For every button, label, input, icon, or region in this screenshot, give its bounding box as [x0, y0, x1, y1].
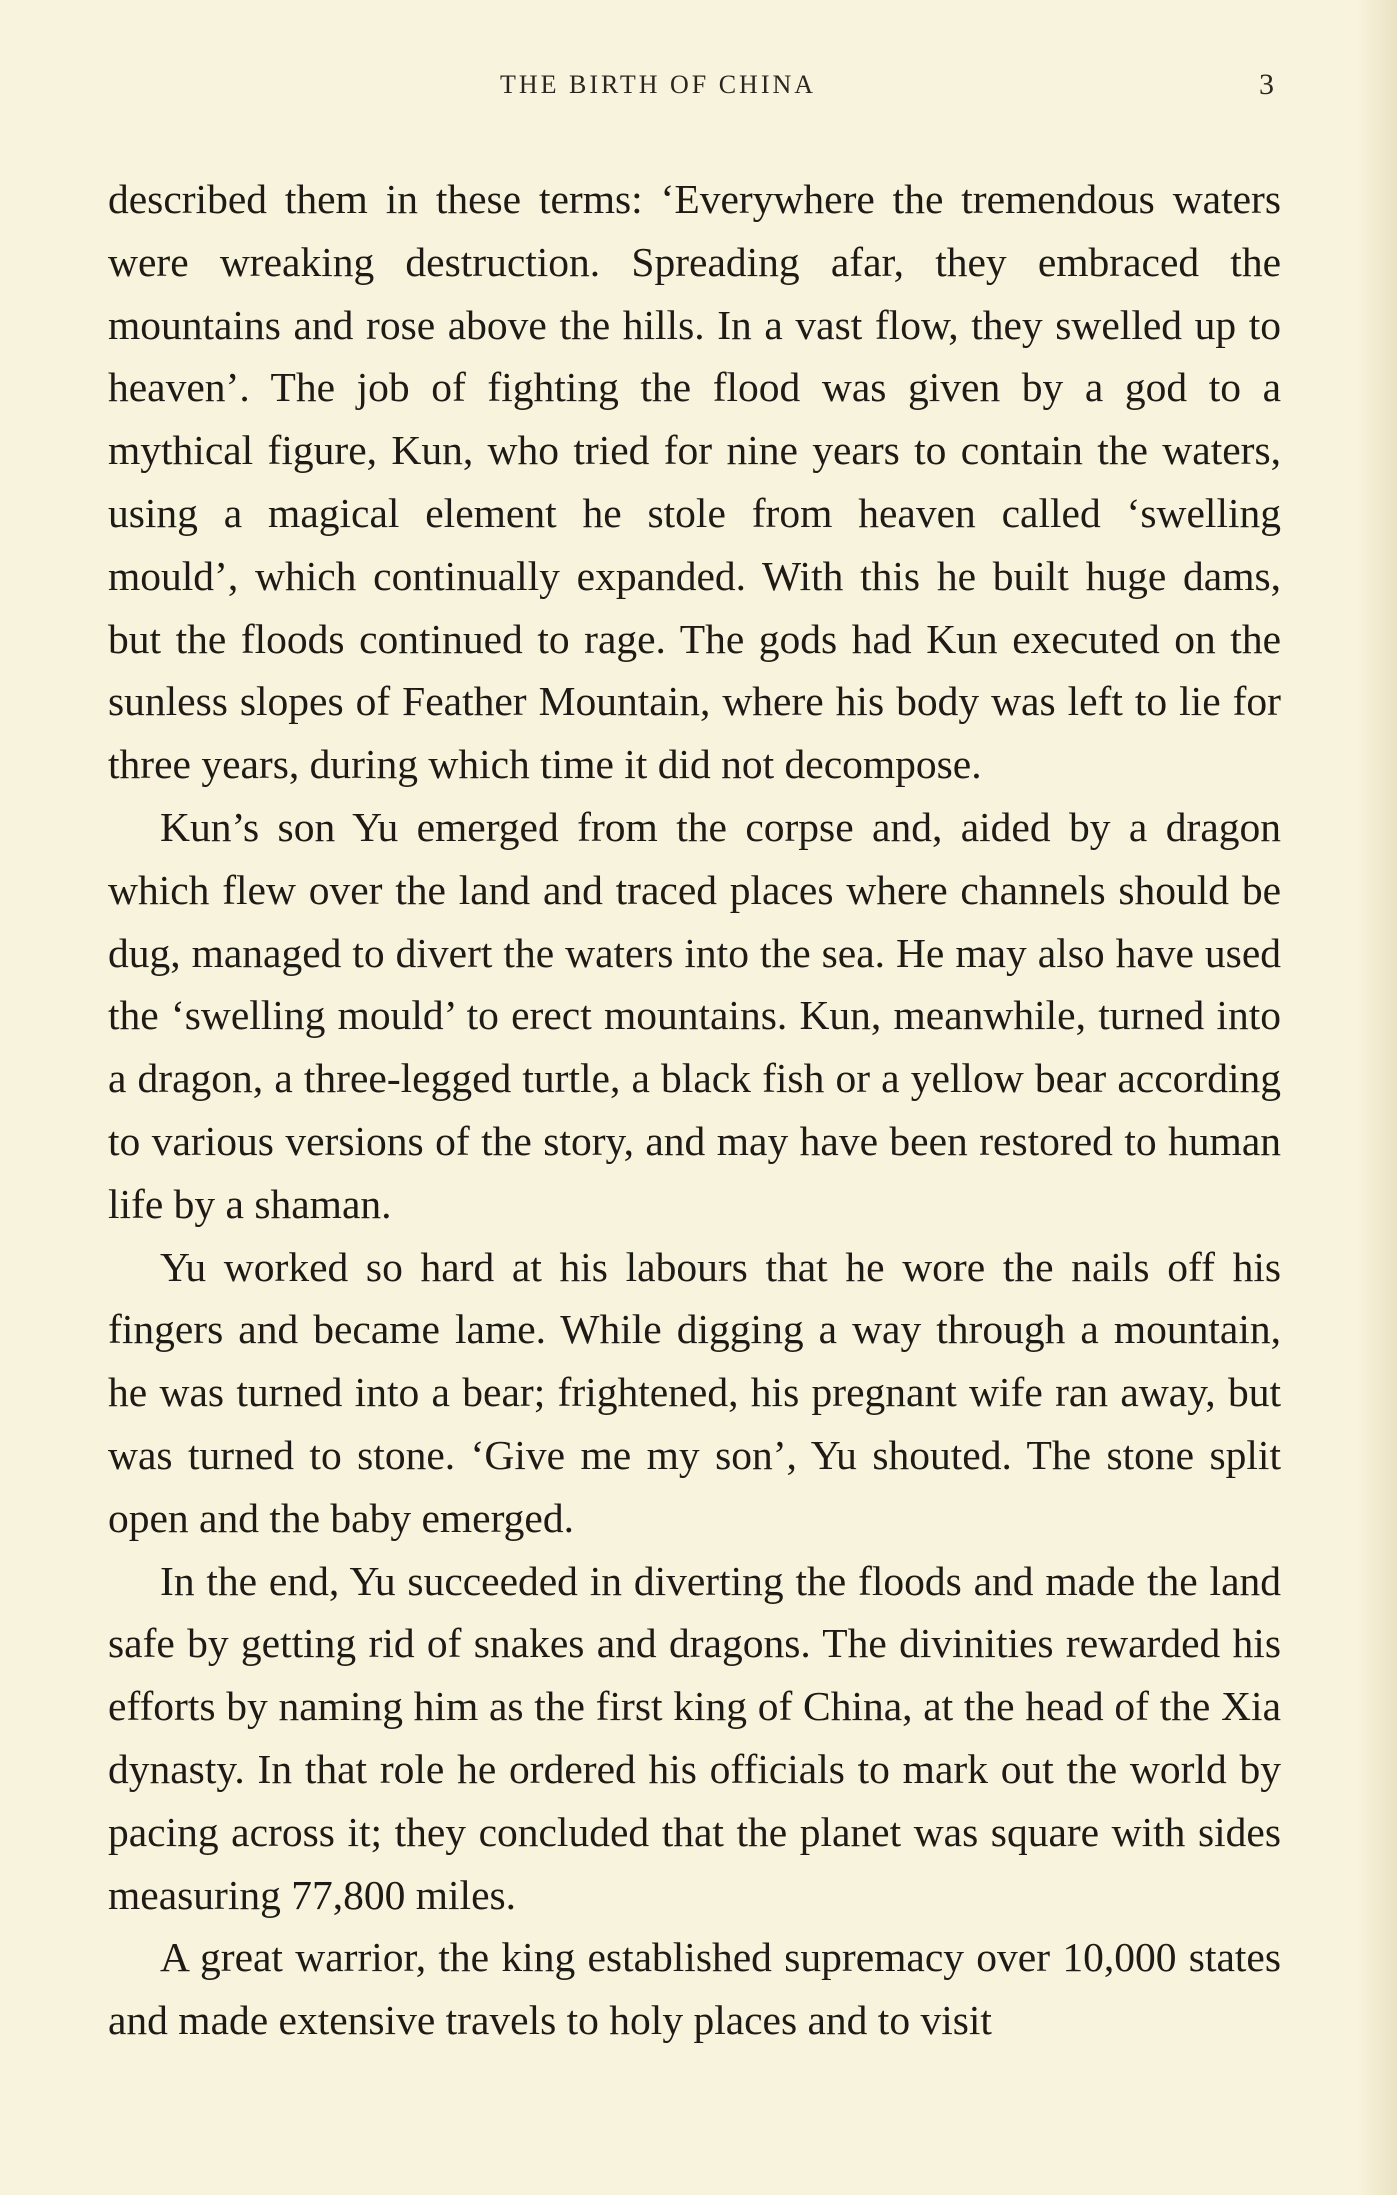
running-head-title: THE BIRTH OF CHINA	[500, 70, 817, 99]
page-edge-shadow	[1357, 0, 1397, 2195]
page-number: 3	[1259, 68, 1274, 101]
paragraph-great-warrior: A great warrior, the king established supremacy over 10,000 states and made extensive travels to holy places and to visit	[108, 1934, 1281, 2044]
paragraph-yu-emerges: Kun’s son Yu emerged from the corpse and, aided by a dragon which flew over the land and traced places where channels should be dug, managed to divert the waters into the sea. He may also have used the ‘swelling mould’ to erect mountains. Kun, meanwhile, turned into a dragon, a three-legged turtle, a black fish or a yellow bear according to various versions of the story, and may have been restored to human life by a shaman.	[108, 803, 1281, 1227]
running-head	[0, 70, 1397, 110]
paragraph-flood-description: described them in these terms: ‘Everywhere the tremendous waters were wreaking destruction. Spreading afar, they embraced the mountains and rose above the hills. In a vast flow, they swelled up to heaven’. The job of fighting the flood was given by a god to a mythical figure, Kun, who tried for nine years to contain the waters, using a magical element he stole from heaven called ‘swelling mould’, which continually expanded. With this he built huge dams, but the floods continued to rage. The gods had Kun executed on the sunless slopes of Feather Mountain, where his body was left to lie for three years, during which time it did not decompose.	[108, 176, 1281, 788]
paragraph-yu-labours: Yu worked so hard at his labours that he wore the nails off his fingers and became lame. While digging a way through a mountain, he was turned into a bear; frightened, his pregnant wife ran away, but was turned to stone. ‘Give me my son’, Yu shouted. The stone split open and the baby emerged.	[108, 1243, 1281, 1541]
paragraph-first-king: In the end, Yu succeeded in diverting the floods and made the land safe by getting rid of snakes and dragons. The divinities rewarded his efforts by naming him as the first king of China, at the head of the Xia dynasty. In that role he ordered his officials to mark out the world by pacing across it; they concluded that the planet was square with sides measuring 77,800 miles.	[108, 1557, 1281, 1918]
body-text	[108, 168, 1281, 2052]
